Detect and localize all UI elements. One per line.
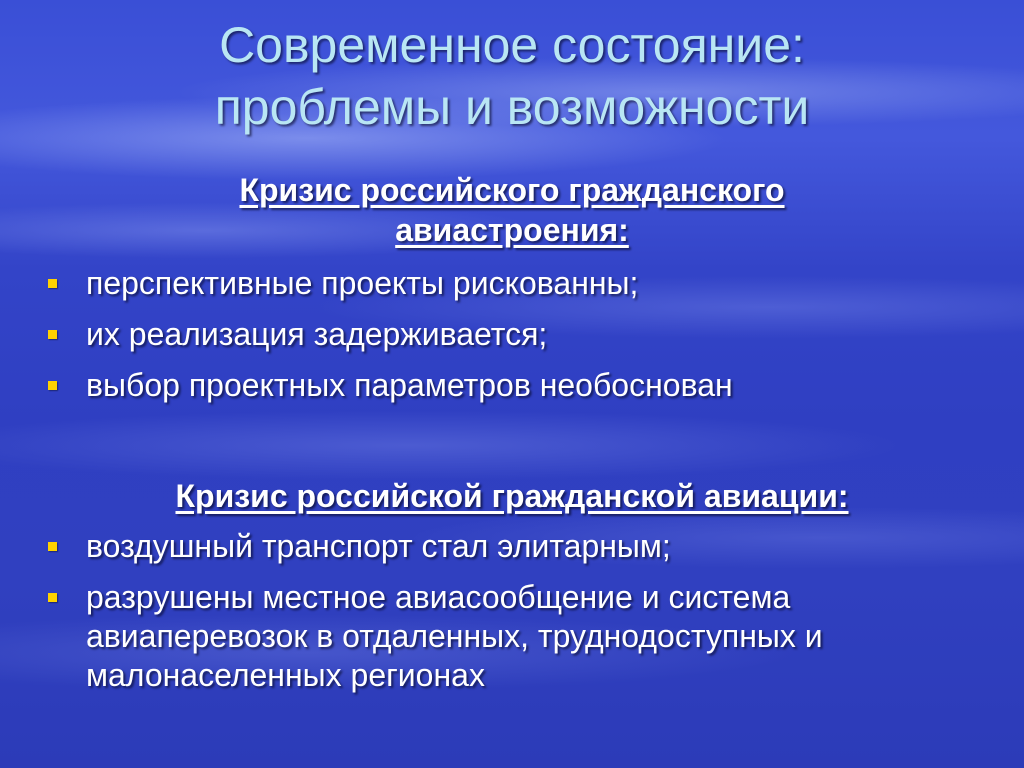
bullet-item	[46, 315, 986, 354]
bullet-item	[46, 264, 986, 303]
bullet-text: их реализация задерживается;	[86, 316, 548, 352]
bullet-text: воздушный транспорт стал элитарным;	[86, 528, 671, 564]
bullet-list-civil-aviation	[46, 527, 986, 707]
slide-title	[0, 14, 1024, 138]
section-heading-civil-aviation	[0, 476, 1024, 516]
bullet-square-icon	[48, 279, 57, 288]
bullet-square-icon	[48, 542, 57, 551]
bullet-item	[46, 527, 986, 566]
bullet-text: перспективные проекты рискованны;	[86, 265, 639, 301]
slide-title-line-2: проблемы и возможности	[214, 79, 810, 135]
section-heading-aircraft-industry	[0, 170, 1024, 250]
bullet-item	[46, 578, 986, 695]
bullet-square-icon	[48, 330, 57, 339]
bullet-item	[46, 366, 986, 405]
slide-title-line-1: Современное состояние:	[219, 17, 805, 73]
bullet-square-icon	[48, 593, 57, 602]
bullet-list-aircraft-industry	[46, 264, 986, 417]
section-heading-line: Кризис российского гражданского	[239, 172, 785, 208]
section-heading-line: авиастроения:	[395, 212, 629, 248]
section-heading-line: Кризис российской гражданской авиации:	[175, 478, 849, 514]
bullet-square-icon	[48, 381, 57, 390]
bullet-text: разрушены местное авиасообщение и система авиаперевозок в отдаленных, труднодоступных и малонаселенных регионах	[86, 579, 823, 693]
bullet-text: выбор проектных параметров необоснован	[86, 367, 733, 403]
